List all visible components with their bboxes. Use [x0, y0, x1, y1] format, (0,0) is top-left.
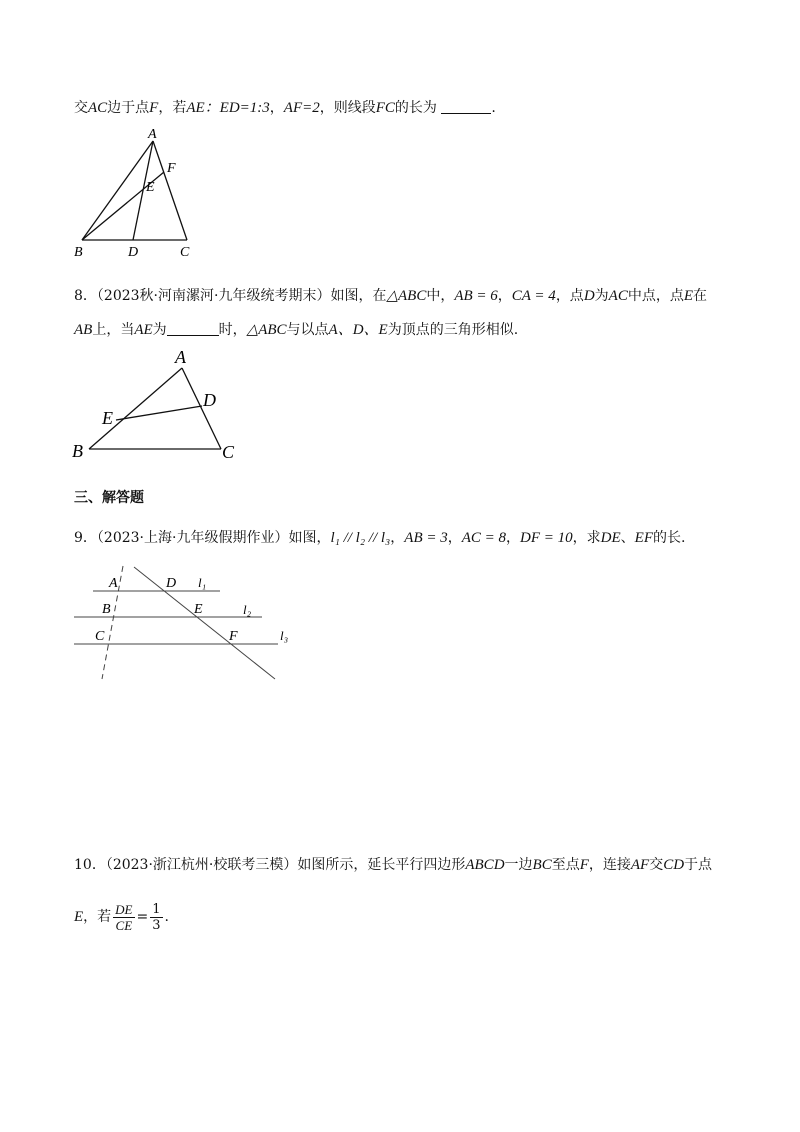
q10-text-line2: E，若 $\frac{DE}{CE}$ = $\frac{1}{3}$ . — [74, 901, 169, 933]
fig9-label-b: B — [102, 602, 111, 617]
fig9-label-a: A — [109, 576, 118, 591]
q7-text: 交AC边于点F，若AE：ED=1:3，AF=2，则线段FC的长为 . — [74, 100, 496, 116]
fig9-label-e: E — [194, 602, 203, 617]
fig7-label-d: D — [128, 245, 139, 260]
fig8-label-e: E — [102, 408, 113, 428]
q8-text-line2: AB上，当AE为 时，△ABC与以点A、D、E为顶点的三角形相似. — [74, 322, 519, 338]
q8-text-line1: 8．（2023秋·河南漯河·九年级统考期末）如图，在△ABC中，AB = 6，CA = 4，点D为AC中点，点E在 — [74, 288, 707, 304]
fig9-label-l3: l₃ — [280, 628, 289, 643]
section-heading: 三、解答题 — [74, 490, 144, 506]
fig9-label-f: F — [229, 629, 238, 644]
fig7-label-e: E — [146, 180, 155, 195]
fig7-label-c: C — [180, 245, 190, 260]
fig7-label-f: F — [167, 161, 176, 176]
q10-fraction-one-third: $\frac{1}{3}$ — [152, 901, 161, 933]
fig9-label-d: D — [166, 576, 177, 591]
fig9-label-c: C — [95, 629, 105, 644]
q9-text: 9．（2023·上海·九年级假期作业）如图，l₁ // l₂ // l₃，AB = 3，AC = 8，DF = 10，求DE、EF的长. — [74, 530, 686, 546]
fig8-label-a: A — [175, 347, 186, 367]
q8-source: （2023秋·河南漯河·九年级统考期末） — [96, 288, 331, 304]
fig8-label-b: B — [72, 441, 83, 461]
q10-text-line1: 10．（2023·浙江杭州·校联考三模）如图所示，延长平行四边形ABCD一边BC至点F，连接AF交CD于点 — [74, 857, 713, 873]
q10-fraction-de-ce: $\frac{DE}{CE}$ — [115, 901, 133, 933]
fig9-label-l1: l₁ — [198, 575, 207, 590]
fig9-label-l2: l₂ — [243, 602, 252, 617]
q10-source: （2023·浙江杭州·校联考三模） — [105, 857, 298, 873]
fig7-label-a: A — [148, 127, 157, 142]
q9-source: （2023·上海·九年级假期作业） — [96, 530, 289, 546]
fig8-label-c: C — [222, 442, 235, 462]
fig8-label-d: D — [203, 390, 216, 410]
fig7-label-b: B — [74, 245, 83, 260]
